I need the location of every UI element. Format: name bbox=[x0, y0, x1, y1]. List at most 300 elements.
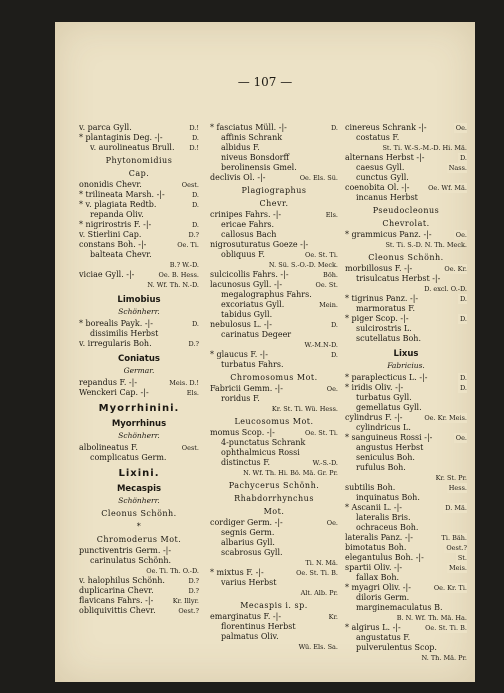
species-name: obliquus F. bbox=[221, 250, 265, 259]
section-heading: Pseudocleonus bbox=[372, 206, 440, 215]
species-name: segnis Germ. bbox=[221, 528, 275, 537]
species-entry bbox=[345, 453, 467, 463]
species-entry bbox=[79, 586, 199, 596]
species-entry bbox=[79, 339, 199, 349]
distribution-note: N. Th. Mä. Pr. bbox=[421, 654, 467, 662]
species-name: diloris Germ. bbox=[356, 593, 410, 602]
distribution-note: St. Ti. S.-D. N. Th. Meck. bbox=[385, 241, 467, 249]
species-entry bbox=[79, 200, 199, 210]
section-heading: Phytonomidius bbox=[105, 156, 173, 165]
region-code: Oe. bbox=[326, 385, 338, 393]
species-entry bbox=[79, 123, 199, 133]
species-name: callosus Bach bbox=[221, 230, 277, 239]
species-entry bbox=[210, 518, 338, 528]
genus-author: Fabricius. bbox=[387, 361, 425, 370]
species-entry bbox=[345, 163, 467, 173]
species-entry bbox=[345, 433, 467, 443]
species-entry bbox=[79, 453, 199, 463]
species-name: repandus F. -|- bbox=[79, 378, 138, 387]
species-entry bbox=[345, 274, 467, 284]
species-entry bbox=[345, 264, 467, 274]
species-name: fallax Boh. bbox=[356, 573, 400, 582]
species-name: carinatus Degeer bbox=[221, 330, 292, 339]
region-code: D. bbox=[330, 124, 338, 132]
species-entry bbox=[345, 583, 467, 593]
column-left bbox=[79, 123, 199, 616]
region-code: D.! bbox=[189, 124, 199, 132]
section-heading: Mecaspis i. sp. bbox=[240, 601, 308, 610]
species-name: costatus F. bbox=[356, 133, 400, 142]
species-name: coenobita Ol. -|- bbox=[345, 183, 410, 192]
species-name: dissimilis Herbst bbox=[90, 329, 159, 338]
species-entry bbox=[345, 153, 467, 163]
species-name: florentinus Herbst bbox=[221, 622, 296, 631]
region-code: D. Mä. bbox=[445, 504, 467, 512]
species-entry bbox=[210, 310, 338, 320]
species-name: balteata Chevr. bbox=[90, 250, 152, 259]
distribution-note: Kr. St. Ti. Wü. Hess. bbox=[271, 405, 338, 413]
region-code: D. bbox=[459, 384, 467, 392]
species-entry bbox=[210, 270, 338, 280]
species-name: Wenckeri Cap. -|- bbox=[79, 388, 149, 397]
species-name: excoriatus Gyll. bbox=[221, 300, 285, 309]
species-entry bbox=[79, 190, 199, 200]
species-entry bbox=[210, 568, 338, 578]
region-code: Oe. bbox=[455, 231, 467, 239]
distribution-note: B.? W.-D. bbox=[169, 261, 199, 269]
region-code: D. bbox=[459, 295, 467, 303]
region-code: Oe. Els. Sü. bbox=[299, 174, 338, 182]
region-code: Oe. St. Ti. bbox=[305, 251, 338, 259]
species-name: turbatus Gyll. bbox=[356, 393, 412, 402]
species-entry bbox=[210, 528, 338, 538]
species-name: berolinensis Gmel. bbox=[221, 163, 297, 172]
species-name: lateralis Bris. bbox=[356, 513, 411, 522]
species-entry bbox=[345, 483, 467, 493]
species-name: inquinatus Boh. bbox=[356, 493, 420, 502]
species-entry bbox=[210, 438, 338, 448]
species-name: sulcicollis Fahrs. -|- bbox=[210, 270, 289, 279]
species-name: marmoratus F. bbox=[356, 304, 416, 313]
region-code: Oest. bbox=[181, 444, 199, 452]
section-heading: Chromosomus Mot. bbox=[230, 373, 318, 382]
species-name: * trilineata Marsh. -|- bbox=[79, 190, 165, 199]
species-name: morbillosus F. -|- bbox=[345, 264, 413, 273]
region-code: Ti. Bäh. bbox=[441, 534, 467, 542]
species-name: declivis Ol. -|- bbox=[210, 173, 266, 182]
distribution-note: B. N. Wf. Th. Mä. Ha. bbox=[396, 614, 467, 622]
species-name: albolineatus F. bbox=[79, 443, 138, 452]
tribe-heading: Myorrhinini. bbox=[98, 403, 180, 414]
section-heading: Cleonus Schönh. bbox=[368, 253, 444, 262]
species-entry bbox=[210, 320, 338, 330]
species-entry bbox=[210, 538, 338, 548]
region-code: Oe. Kr. Ti. bbox=[433, 584, 467, 592]
species-entry bbox=[210, 173, 338, 183]
species-name: scabrosus Gyll. bbox=[221, 548, 283, 557]
species-entry bbox=[79, 143, 199, 153]
species-name: * sanguineus Rossi -|- bbox=[345, 433, 433, 442]
species-name: lateralis Panz. -|- bbox=[345, 533, 413, 542]
species-entry bbox=[79, 133, 199, 143]
distribution-note: Wü. Els. Sa. bbox=[298, 643, 338, 651]
species-entry bbox=[345, 563, 467, 573]
species-name: cylindrus F. -|- bbox=[345, 413, 403, 422]
species-entry bbox=[345, 123, 467, 133]
species-name: * piger Scop. -|- bbox=[345, 314, 409, 323]
species-name: 4-punctatus Schrank bbox=[221, 438, 306, 447]
species-entry bbox=[345, 443, 467, 453]
species-entry bbox=[210, 458, 338, 468]
region-code: Oe. bbox=[326, 519, 338, 527]
species-entry bbox=[210, 448, 338, 458]
distribution-note: Oe. Ti. Th. O.-D. bbox=[146, 567, 199, 575]
species-entry bbox=[345, 503, 467, 513]
species-entry bbox=[210, 300, 338, 310]
species-entry bbox=[210, 360, 338, 370]
species-name: nigrosuturatus Goeze -|- bbox=[210, 240, 309, 249]
species-entry bbox=[210, 163, 338, 173]
distribution-note: N. Sü. S.-O.-D. Meck. bbox=[268, 261, 338, 269]
species-name: tabidus Gyll. bbox=[221, 310, 273, 319]
distribution-note: N. Wf. Th. Hi. Bö. Mä. Gr. Pr. bbox=[243, 469, 338, 477]
genus-author: Germar. bbox=[123, 366, 155, 375]
region-code: D. bbox=[191, 320, 199, 328]
species-name: repanda Oliv. bbox=[90, 210, 144, 219]
genus-author: Schönherr. bbox=[118, 431, 160, 440]
species-name: palmatus Oliv. bbox=[221, 632, 279, 641]
region-code: Hess. bbox=[448, 484, 467, 492]
species-name: sulcirostris L. bbox=[356, 324, 412, 333]
region-code: D. bbox=[191, 201, 199, 209]
species-name: * Ascanii L. -|- bbox=[345, 503, 402, 512]
tribe-heading: Lixini. bbox=[118, 468, 160, 479]
species-entry bbox=[210, 612, 338, 622]
species-name: bimotatus Boh. bbox=[345, 543, 407, 552]
species-name: subtilis Boh. bbox=[345, 483, 396, 492]
species-name: * v. plagiata Redtb. bbox=[79, 200, 157, 209]
species-name: nebulosus L. -|- bbox=[210, 320, 272, 329]
species-name: spartii Oliv. -|- bbox=[345, 563, 403, 572]
region-code: Oe. St. Ti. bbox=[305, 429, 338, 437]
species-entry bbox=[345, 324, 467, 334]
species-entry bbox=[210, 220, 338, 230]
species-name: * borealis Payk. -|- bbox=[79, 319, 153, 328]
species-entry bbox=[345, 533, 467, 543]
region-code: D. bbox=[459, 374, 467, 382]
species-entry bbox=[345, 304, 467, 314]
region-code: Oe. St. Ti. B. bbox=[296, 569, 338, 577]
species-entry bbox=[79, 329, 199, 339]
species-entry bbox=[79, 556, 199, 566]
region-code: D.? bbox=[188, 577, 199, 585]
region-code: D.? bbox=[188, 587, 199, 595]
species-name: angustatus F. bbox=[356, 633, 411, 642]
species-name: * mixtus F. -|- bbox=[210, 568, 264, 577]
species-name: ophthalmicus Rossi bbox=[221, 448, 300, 457]
species-name: v. parca Gyll. bbox=[79, 123, 132, 132]
region-code: D. bbox=[191, 191, 199, 199]
region-code: Oe. bbox=[455, 124, 467, 132]
species-name: v. Stierlini Cap. bbox=[79, 230, 142, 239]
species-name: * fasciatus Müll. -|- bbox=[210, 123, 287, 132]
species-entry bbox=[210, 350, 338, 360]
section-heading: Plagiographus bbox=[241, 186, 307, 195]
region-code: Nass. bbox=[448, 164, 467, 172]
species-entry bbox=[210, 210, 338, 220]
region-code: D. bbox=[191, 134, 199, 142]
section-heading: Rhabdorrhynchus bbox=[234, 494, 314, 503]
species-entry bbox=[79, 606, 199, 616]
species-name: * myagri Oliv. -|- bbox=[345, 583, 411, 592]
species-name: gemellatus Gyll. bbox=[356, 403, 422, 412]
species-name: albidus F. bbox=[221, 143, 260, 152]
species-name: rufulus Boh. bbox=[356, 463, 406, 472]
species-name: emarginatus F. -|- bbox=[210, 612, 282, 621]
region-code: Kr. Illyr. bbox=[172, 597, 199, 605]
species-name: affinis Schrank bbox=[221, 133, 283, 142]
species-entry bbox=[79, 180, 199, 190]
species-entry bbox=[79, 319, 199, 329]
species-entry bbox=[210, 250, 338, 260]
region-code: Els. bbox=[186, 389, 199, 397]
species-entry bbox=[210, 123, 338, 133]
genus-heading: Myorrhinus bbox=[111, 419, 167, 429]
species-entry bbox=[79, 546, 199, 556]
region-code: Böh. bbox=[323, 271, 338, 279]
species-entry bbox=[345, 173, 467, 183]
section-heading: Leucosomus Mot. bbox=[234, 417, 314, 426]
species-name: ericae Fahrs. bbox=[221, 220, 275, 229]
species-entry bbox=[210, 632, 338, 642]
species-entry bbox=[345, 623, 467, 633]
species-entry bbox=[210, 230, 338, 240]
section-heading: Cap. bbox=[128, 169, 150, 178]
species-entry bbox=[345, 643, 467, 653]
species-name: scutellatus Boh. bbox=[356, 334, 421, 343]
region-code: Meis. bbox=[449, 564, 467, 572]
distribution-note: N. Wf. Th. N.-D. bbox=[147, 281, 199, 289]
region-code: D. bbox=[330, 351, 338, 359]
species-name: * algirus L. -|- bbox=[345, 623, 401, 632]
species-name: albarius Gyll. bbox=[221, 538, 275, 547]
species-name: * tigrinus Panz. -|- bbox=[345, 294, 419, 303]
species-entry bbox=[345, 334, 467, 344]
species-name: v. halophilus Schönh. bbox=[79, 576, 165, 585]
species-name: v. irregularis Boh. bbox=[79, 339, 152, 348]
species-name: * plantaginis Deg. -|- bbox=[79, 133, 163, 142]
genus-heading: Lixus bbox=[393, 349, 419, 359]
species-name: niveus Bonsdorff bbox=[221, 153, 290, 162]
distribution-note: Alt. Alb. Pr. bbox=[300, 589, 338, 597]
region-code: Oe. B. Hess. bbox=[158, 271, 199, 279]
species-entry bbox=[345, 393, 467, 403]
species-entry bbox=[345, 230, 467, 240]
region-code: D.? bbox=[188, 231, 199, 239]
species-entry bbox=[345, 193, 467, 203]
species-name: crinipes Fahrs. -|- bbox=[210, 210, 282, 219]
species-entry bbox=[79, 210, 199, 220]
species-name: v. aurolineatus Brull. bbox=[90, 143, 175, 152]
species-entry bbox=[210, 280, 338, 290]
species-name: alternans Herbst -|- bbox=[345, 153, 425, 162]
distribution-note: W.-M.N-D. bbox=[304, 341, 338, 349]
species-entry bbox=[210, 330, 338, 340]
species-name: marginemaculatus B. bbox=[356, 603, 443, 612]
region-code: Meis. D.! bbox=[169, 379, 199, 387]
species-name: carinulatus Schönh. bbox=[90, 556, 172, 565]
species-name: pulverulentus Scop. bbox=[356, 643, 437, 652]
species-entry bbox=[79, 230, 199, 240]
page-number: — 107 — bbox=[237, 75, 293, 89]
species-name: * iridis Oliv. -|- bbox=[345, 383, 404, 392]
species-name: cylindricus L. bbox=[356, 423, 411, 432]
region-code: D.? bbox=[188, 340, 199, 348]
species-entry bbox=[210, 394, 338, 404]
region-code: W.-S.-D. bbox=[312, 459, 338, 467]
species-name: momus Scop. -|- bbox=[210, 428, 275, 437]
species-name: obliquivittis Chevr. bbox=[79, 606, 156, 615]
species-entry bbox=[345, 593, 467, 603]
region-code: Oe. St. Ti. B. bbox=[425, 624, 467, 632]
genus-heading: Limobius bbox=[117, 295, 161, 305]
species-entry bbox=[79, 270, 199, 280]
species-name: roridus F. bbox=[221, 394, 260, 403]
species-entry bbox=[79, 378, 199, 388]
species-name: punctiventris Germ. -|- bbox=[79, 546, 172, 555]
species-entry bbox=[210, 384, 338, 394]
species-name: caesus Gyll. bbox=[356, 163, 405, 172]
species-entry bbox=[210, 290, 338, 300]
region-code: D.! bbox=[189, 144, 199, 152]
section-heading: Chevrolat. bbox=[382, 219, 430, 228]
genus-author: Schönherr. bbox=[118, 307, 160, 316]
species-name: constans Boh. -|- bbox=[79, 240, 147, 249]
species-name: * grammicus Panz. -|- bbox=[345, 230, 432, 239]
species-name: varius Herbst bbox=[221, 578, 277, 587]
section-heading: * bbox=[136, 522, 142, 531]
species-entry bbox=[345, 523, 467, 533]
species-entry bbox=[210, 133, 338, 143]
species-entry bbox=[79, 576, 199, 586]
region-code: Els. bbox=[325, 211, 338, 219]
species-entry bbox=[345, 183, 467, 193]
species-entry bbox=[210, 153, 338, 163]
species-name: viciae Gyll. -|- bbox=[79, 270, 135, 279]
species-entry bbox=[79, 250, 199, 260]
species-name: lacunosus Gyll. -|- bbox=[210, 280, 283, 289]
genus-heading: Coniatus bbox=[118, 354, 160, 364]
column-middle bbox=[210, 123, 338, 652]
species-name: duplicarina Chevr. bbox=[79, 586, 154, 595]
region-code: Oe. St. bbox=[315, 281, 338, 289]
species-entry bbox=[345, 373, 467, 383]
region-code: Oest.? bbox=[446, 544, 467, 552]
species-name: flavicans Fahrs. -|- bbox=[79, 596, 154, 605]
region-code: D. bbox=[459, 154, 467, 162]
species-entry bbox=[345, 603, 467, 613]
species-name: megalographus Fahrs. bbox=[221, 290, 312, 299]
species-name: angustus Herbst bbox=[356, 443, 424, 452]
book-page bbox=[55, 22, 475, 682]
species-entry bbox=[345, 493, 467, 503]
region-code: Oe. Kr. Meis. bbox=[424, 414, 467, 422]
species-entry bbox=[345, 314, 467, 324]
column-right bbox=[345, 123, 467, 663]
species-name: turbatus Fahrs. bbox=[221, 360, 284, 369]
species-entry bbox=[210, 622, 338, 632]
species-entry bbox=[79, 388, 199, 398]
species-name: seniculus Boh. bbox=[356, 453, 415, 462]
species-name: * glaucus F. -|- bbox=[210, 350, 268, 359]
species-name: trisulcatus Herbst -|- bbox=[356, 274, 441, 283]
distribution-note: St. Ti. W.-S.-M.-D. Hi. Mä. bbox=[382, 144, 467, 152]
species-entry bbox=[345, 294, 467, 304]
section-heading: Mot. bbox=[263, 507, 285, 516]
species-name: * nigrirostris F. -|- bbox=[79, 220, 152, 229]
species-name: ononidis Chevr. bbox=[79, 180, 142, 189]
species-name: complicatus Germ. bbox=[90, 453, 167, 462]
region-code: D. bbox=[459, 315, 467, 323]
species-entry bbox=[345, 553, 467, 563]
species-entry bbox=[345, 423, 467, 433]
species-entry bbox=[345, 543, 467, 553]
species-entry bbox=[79, 240, 199, 250]
region-code: D. bbox=[330, 321, 338, 329]
section-heading: Chromoderus Mot. bbox=[96, 535, 182, 544]
species-name: * paraplecticus L. -|- bbox=[345, 373, 428, 382]
region-code: Mein. bbox=[319, 301, 338, 309]
region-code: Oe. Wf. Mä. bbox=[428, 184, 467, 192]
distribution-note: D. excl. O.-D. bbox=[424, 285, 467, 293]
region-code: Oe. Ti. bbox=[177, 241, 199, 249]
section-heading: Cleonus Schönh. bbox=[101, 509, 177, 518]
species-entry bbox=[345, 383, 467, 393]
species-entry bbox=[79, 220, 199, 230]
species-name: cordiger Germ. -|- bbox=[210, 518, 283, 527]
section-heading: Pachycerus Schönh. bbox=[228, 481, 320, 490]
region-code: Oe. Kr. bbox=[444, 265, 467, 273]
species-entry bbox=[345, 403, 467, 413]
species-entry bbox=[345, 513, 467, 523]
species-entry bbox=[345, 133, 467, 143]
species-entry bbox=[79, 443, 199, 453]
distribution-note: Ti. N. Mä. bbox=[305, 559, 338, 567]
genus-author: Schönherr. bbox=[118, 496, 160, 505]
species-name: elegantulus Boh. -|- bbox=[345, 553, 424, 562]
species-name: cunctus Gyll. bbox=[356, 173, 409, 182]
species-name: incanus Herbst bbox=[356, 193, 418, 202]
species-entry bbox=[79, 596, 199, 606]
region-code: Oest. bbox=[181, 181, 199, 189]
species-entry bbox=[345, 413, 467, 423]
species-entry bbox=[210, 578, 338, 588]
species-name: cinereus Schrank -|- bbox=[345, 123, 427, 132]
species-name: ochraceus Boh. bbox=[356, 523, 419, 532]
species-name: distinctus F. bbox=[221, 458, 271, 467]
species-entry bbox=[345, 463, 467, 473]
distribution-note: Kr. St. Pr. bbox=[435, 474, 467, 482]
region-code: St. bbox=[457, 554, 467, 562]
species-name: Fabricii Gemm. -|- bbox=[210, 384, 283, 393]
region-code: Oe. bbox=[455, 434, 467, 442]
species-entry bbox=[345, 633, 467, 643]
species-entry bbox=[210, 240, 338, 250]
species-entry bbox=[345, 573, 467, 583]
region-code: Kr. bbox=[328, 613, 338, 621]
genus-heading: Mecaspis bbox=[116, 484, 162, 494]
region-code: D. bbox=[191, 221, 199, 229]
